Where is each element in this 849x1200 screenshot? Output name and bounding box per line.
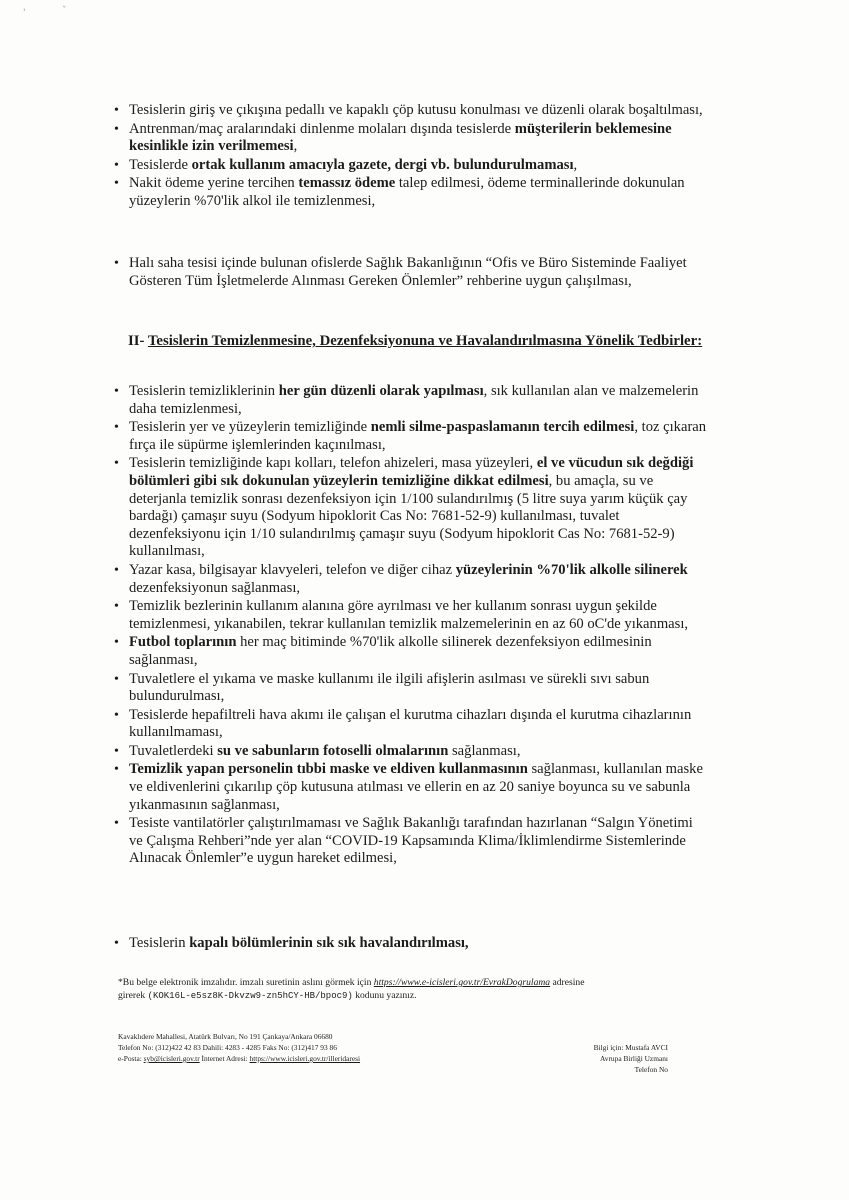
- bold-text: yüzeylerinin %70'lik alkolle silinerek: [455, 561, 688, 578]
- footnote-text: kodunu yazınız.: [352, 990, 417, 1001]
- bold-text: Temizlik yapan personelin tıbbi maske ve eldiven kullanmasının: [129, 761, 528, 778]
- signatory-block: [538, 1042, 668, 1075]
- bullet-list-cleaning: [117, 383, 707, 869]
- list-item: [117, 255, 707, 290]
- phone-fax: Telefon No: (312)422 42 83 Dahili: 4283 - 4285 Faks No: (312)417 93 86: [118, 1043, 337, 1052]
- text: Tesislerin: [129, 935, 190, 951]
- signatory-phone: Telefon No: [634, 1065, 668, 1074]
- text: , sık kullanılan alan ve malzemelerin daha temizlenmesi,: [129, 383, 699, 417]
- scan-mark: ': [23, 8, 26, 18]
- text: Tuvaletlerdeki: [129, 742, 218, 759]
- web-link[interactable]: https://www.icisleri.gov.tr/illeridaresi: [249, 1054, 361, 1063]
- text: , bu amaçla, su ve deterjanla temizlik sonrası dezenfeksiyon için 1/100 sulandırılmış (5 litre suya yarım küçük çay bardağı) çamaşır suyu (Sodyum hipoklorit Cas No: 7681-52-9) kullanılması, tuvalet dezenfeksiyonu için 1/10 sulandırılmış çamaşır suyu (Sodyum hipoklorit Cas No: 7681-52-9) kullanılması,: [129, 472, 688, 560]
- text: ,: [573, 156, 578, 173]
- section-number: II-: [128, 333, 148, 349]
- list-item: [117, 598, 707, 633]
- list-item: [117, 121, 707, 156]
- bullet-list-office: [117, 255, 707, 290]
- text: Tesislerin giriş ve çıkışına pedallı ve kapaklı çöp kutusu konulması ve düzenli olarak boşaltılması,: [129, 102, 703, 118]
- contact-block: [118, 1031, 448, 1064]
- text: Tesislerin yer ve yüzeylerin temizliğinde: [129, 419, 371, 436]
- text: , toz çıkaran fırça ile süpürme işlemlerinden kaçınılması,: [129, 419, 707, 453]
- list-item: [117, 707, 707, 742]
- bold-text: el ve vücudun sık değdiği bölümleri gibi sık dokunulan yüzeylerin temizliğine dikkat edilmesi: [129, 455, 694, 489]
- email-link[interactable]: syb@icisleri.gov.tr: [143, 1054, 200, 1063]
- text: Tesislerde: [129, 156, 192, 173]
- text: Yazar kasa, bilgisayar klavyeleri, telefon ve diğer cihaz: [129, 561, 456, 578]
- text: Tuvaletlere el yıkama ve maske kullanımı ile ilgili afişlerin asılması ve sürekli sıvı sabun bulundurulması,: [129, 670, 650, 705]
- section-title-text: Tesislerin Temizlenmesine, Dezenfeksiyonuna ve Havalandırılmasına Yönelik Tedbirler:: [147, 333, 703, 349]
- signatory-name: Bilgi için: Mustafa AVCI: [593, 1043, 668, 1052]
- list-item: [117, 634, 707, 669]
- e-signature-footnote: [118, 976, 708, 1003]
- bold-text: müşterilerin beklemesine kesinlikle izin verilmemesi: [129, 120, 672, 155]
- text: her maç bitiminde %70'lik alkolle silinerek dezenfeksiyon edilmesinin sağlanması,: [129, 634, 652, 668]
- text: Tesislerin temizliğinde kapı kolları, telefon ahizeleri, masa yüzeyleri,: [129, 455, 537, 472]
- bold-text: temassız ödeme: [298, 175, 396, 192]
- web-label: İnternet Adresi:: [199, 1054, 250, 1063]
- list-item: [117, 743, 707, 761]
- list-item: [117, 419, 707, 454]
- bold-text: su ve sabunların fotoselli olmalarının: [217, 742, 449, 759]
- text: Temizlik bezlerinin kullanım alanına göre ayrılması ve her kullanım sonrası uygun şekilde temizlenmesi, yıkanabilen, tekrar kullanılan temizlik malzemelerinin en az 60 oC'de yıkanması,: [129, 598, 689, 632]
- bullet-list-ventilation: [117, 935, 707, 953]
- section-heading: [128, 332, 718, 350]
- bold-text: kapalı bölümlerinin sık sık havalandırılması,: [189, 935, 469, 951]
- signatory-title: Avrupa Birliği Uzmanı: [599, 1054, 668, 1063]
- list-item: [117, 935, 707, 953]
- scan-mark: ˇ: [62, 6, 67, 16]
- list-item: [117, 157, 707, 175]
- email-web-line: [118, 1053, 448, 1064]
- list-item: [117, 383, 707, 418]
- footnote-text: adresine: [550, 977, 585, 988]
- list-item: [117, 671, 707, 706]
- text: Tesiste vantilatörler çalıştırılmaması ve Sağlık Bakanlığı tarafından hazırlanan “Salgın Yönetimi ve Çalışma Rehberi”nde yer alan “COVID-19 Kapsamında Klima/İklimlendirme Sistemlerinde Alınacak Önlemler”e uygun hareket edilmesi,: [129, 815, 693, 867]
- bold-text: her gün düzenli olarak yapılması: [278, 383, 484, 399]
- footnote-text: *Bu belge elektronik imzalıdır. imzalı suretinin aslını görmek için: [118, 977, 374, 988]
- list-item: [117, 761, 707, 814]
- list-item: [117, 175, 707, 210]
- text: sağlanması,: [448, 742, 521, 759]
- list-item: [117, 562, 707, 597]
- bold-text: Futbol toplarının: [129, 634, 237, 651]
- text: Tesislerin temizliklerinin: [129, 383, 279, 399]
- address: Kavaklıdere Mahallesi, Atatürk Bulvarı, No 191 Çankaya/Ankara 06680: [118, 1032, 333, 1041]
- text: Tesislerde hepafiltreli hava akımı ile çalışan el kurutma cihazları dışında el kurutma cihazlarının kullanılmaması,: [129, 706, 692, 741]
- text: Antrenman/maç aralarındaki dinlenme molaları dışında tesislerde: [129, 120, 515, 137]
- text: talep edilmesi, ödeme terminallerinde dokunulan yüzeylerin %70'lik alkol ile temizlenmesi,: [129, 175, 685, 209]
- text: Nakit ödeme yerine tercihen: [129, 175, 299, 192]
- text: sağlanması, kullanılan maske ve eldivenlerini çıkarılıp çöp kutusuna atılması ve ellerin en az 20 saniye boyunca su ve sabunla yıkanmasının sağlanması,: [129, 761, 703, 813]
- footnote-text: girerek: [118, 990, 148, 1001]
- bullet-list-hygiene: [117, 102, 707, 212]
- verification-link[interactable]: https://www.e-icisleri.gov.tr/EvrakDogrulama: [373, 977, 551, 988]
- text: ,: [293, 138, 298, 155]
- bold-text: ortak kullanım amacıyla gazete, dergi vb. bulundurulmaması: [191, 156, 574, 173]
- text: Halı saha tesisi içinde bulunan ofislerde Sağlık Bakanlığının “Ofis ve Büro Sisteminde Faaliyet Gösteren Tüm İşletmelerde Alınması Gereken Önlemler” rehberine uygun çalışılması,: [129, 255, 687, 289]
- bold-text: nemli silme-paspaslamanın tercih edilmesi: [370, 419, 635, 436]
- verification-code: (KOK16L-e5sz8K-Dkvzw9-zn5hCY-HB/bpoc9): [147, 991, 353, 1001]
- list-item: [117, 455, 707, 561]
- list-item: [117, 102, 707, 120]
- list-item: [117, 815, 707, 868]
- email-label: e-Posta:: [118, 1054, 144, 1063]
- text: dezenfeksiyonun sağlanması,: [129, 579, 301, 596]
